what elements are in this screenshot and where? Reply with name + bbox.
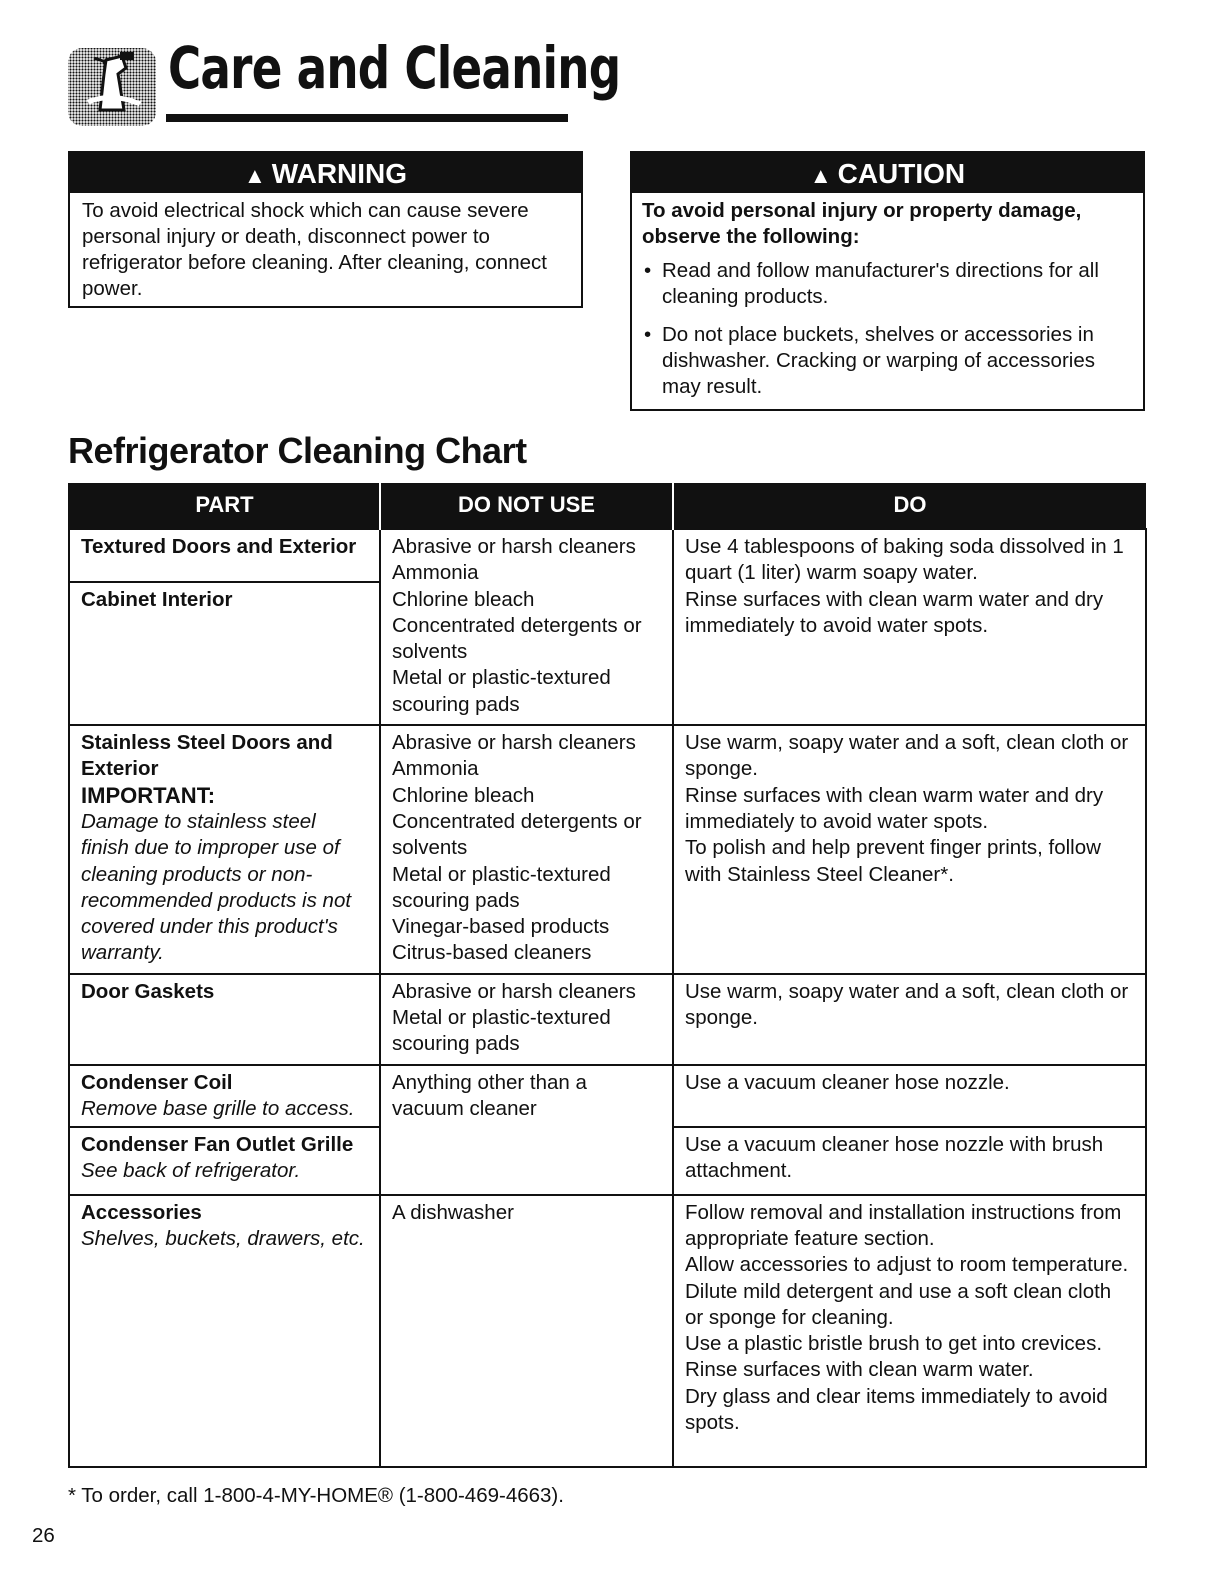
cleaning-spray-icon [66,44,158,128]
part-note: Remove base grille to access. [81,1096,355,1120]
table-row [69,1065,1146,1195]
caution-item: • Read and follow manufacturer's directions for all cleaning products. [644,259,1099,308]
list-item: Ammonia [392,561,479,585]
list-item: A dishwasher [392,1200,514,1224]
page-number: 26 [32,1524,55,1547]
column-header-part: PART [69,483,380,529]
list-item: Metal or plastic-textured scouring pads [392,1006,611,1056]
bullet-icon: • [644,323,652,346]
list-item: Use warm, soapy water and a soft, clean cloth or sponge. [685,731,1129,781]
list-item: Use warm, soapy water and a soft, clean cloth or sponge. [685,979,1129,1030]
table-row [69,974,1146,1065]
table-row [69,529,1146,725]
list-item: Dry glass and clear items immediately to avoid spots. [685,1384,1108,1435]
list-item: Vinegar-based products [392,915,610,939]
list-item: Abrasive or harsh cleaners [392,731,636,755]
do-cell [673,1195,1146,1467]
table-header-row [69,483,1146,529]
part-name: Door Gaskets [81,979,215,1003]
table-row [69,725,1146,974]
do-not-use-cell [380,1065,673,1195]
chart-title: Refrigerator Cleaning Chart [68,430,527,471]
bullet-icon: • [644,259,652,282]
list-item: Allow accessories to adjust to room temperature. [685,1253,1129,1277]
part-name: Stainless Steel Doors and Exterior [81,731,333,781]
list-item: Use 4 tablespoons of baking soda dissolved in 1 quart (1 liter) warm soapy water. [685,535,1124,585]
part-cell [69,974,380,1065]
list-item: Citrus-based cleaners [392,941,592,965]
list-item: Abrasive or harsh cleaners [392,979,636,1003]
part-note: Damage to stainless steel finish due to improper use of cleaning products or non-recommended products is not covered under this product's warranty. [81,809,352,965]
caution-item: • Do not place buckets, shelves or accessories in dishwasher. Cracking or warping of accessories may result. [644,323,1095,398]
part-name: Condenser Fan Outlet Grille [81,1132,354,1156]
list-item: Metal or plastic-textured scouring pads [392,862,611,912]
warning-heading: ▲ WARNING [70,153,581,193]
title-underline [166,114,568,122]
do-not-use-cell [380,974,673,1065]
caution-box [630,151,1145,411]
footnote: * To order, call 1-800-4-MY-HOME® (1-800-469-4663). [68,1484,564,1507]
caution-heading: ▲ CAUTION [632,153,1143,193]
do-cell [673,1065,1146,1195]
list-item: Abrasive or harsh cleaners [392,535,636,558]
list-item: Use a plastic bristle brush to get into crevices. [685,1332,1103,1356]
list-item: Rinse surfaces with clean warm water and dry immediately to avoid water spots. [685,783,1104,833]
list-item: To polish and help prevent finger prints, follow with Stainless Steel Cleaner*. [685,836,1101,886]
do-cell [673,974,1146,1065]
list-item: Chlorine bleach [392,783,535,807]
part-cell [69,1195,380,1467]
important-label: IMPORTANT: [81,782,216,808]
list-item: Ammonia [392,757,479,781]
list-item: Use a vacuum cleaner hose nozzle with brush attachment. [685,1132,1104,1182]
list-item: Metal or plastic-textured scouring pads [392,666,611,716]
list-item: Rinse surfaces with clean warm water. [685,1358,1034,1382]
do-cell [673,529,1146,725]
column-header-do: DO [673,483,1146,529]
warning-text: To avoid electrical shock which can cause severe personal injury or death, disconnect power to refrigerator before cleaning. After cleaning, connect power. [82,199,547,300]
list-item: Concentrated detergents or solvents [392,809,642,860]
list-item: Concentrated detergents or solvents [392,613,642,664]
list-item: Rinse surfaces with clean warm water and dry immediately to avoid water spots. [685,587,1104,637]
do-cell [673,725,1146,974]
part-name: Condenser Coil [81,1070,233,1094]
table-row [69,1195,1146,1467]
list-item: Dilute mild detergent and use a soft clean cloth or sponge for cleaning. [685,1279,1112,1329]
do-not-use-cell [380,725,673,974]
warning-box [68,151,583,308]
do-not-use-cell [380,529,673,725]
warning-triangle-icon: ▲ [243,163,266,188]
caution-list [632,258,1143,400]
part-name: Accessories [81,1200,202,1224]
part-cell [69,529,380,725]
list-item: Use a vacuum cleaner hose nozzle. [685,1070,1010,1094]
part-cell [69,725,380,974]
part-note: Shelves, buckets, drawers, etc. [81,1226,365,1250]
column-header-do-not-use: DO NOT USE [380,483,673,529]
part-name: Textured Doors and Exterior [81,535,357,558]
caution-lead: To avoid personal injury or property damage, observe the following: [642,199,1082,248]
cleaning-chart-table [68,483,1147,1468]
list-item: Chlorine bleach [392,587,535,611]
do-not-use-cell [380,1195,673,1467]
part-cell [69,1065,380,1195]
page-title: Care and Cleaning [168,34,621,102]
part-name: Cabinet Interior [81,588,233,611]
list-item: Anything other than a vacuum cleaner [392,1070,587,1120]
list-item: Follow removal and installation instructions from appropriate feature section. [685,1200,1122,1250]
part-note: See back of refrigerator. [81,1158,301,1182]
warning-triangle-icon: ▲ [809,163,832,188]
